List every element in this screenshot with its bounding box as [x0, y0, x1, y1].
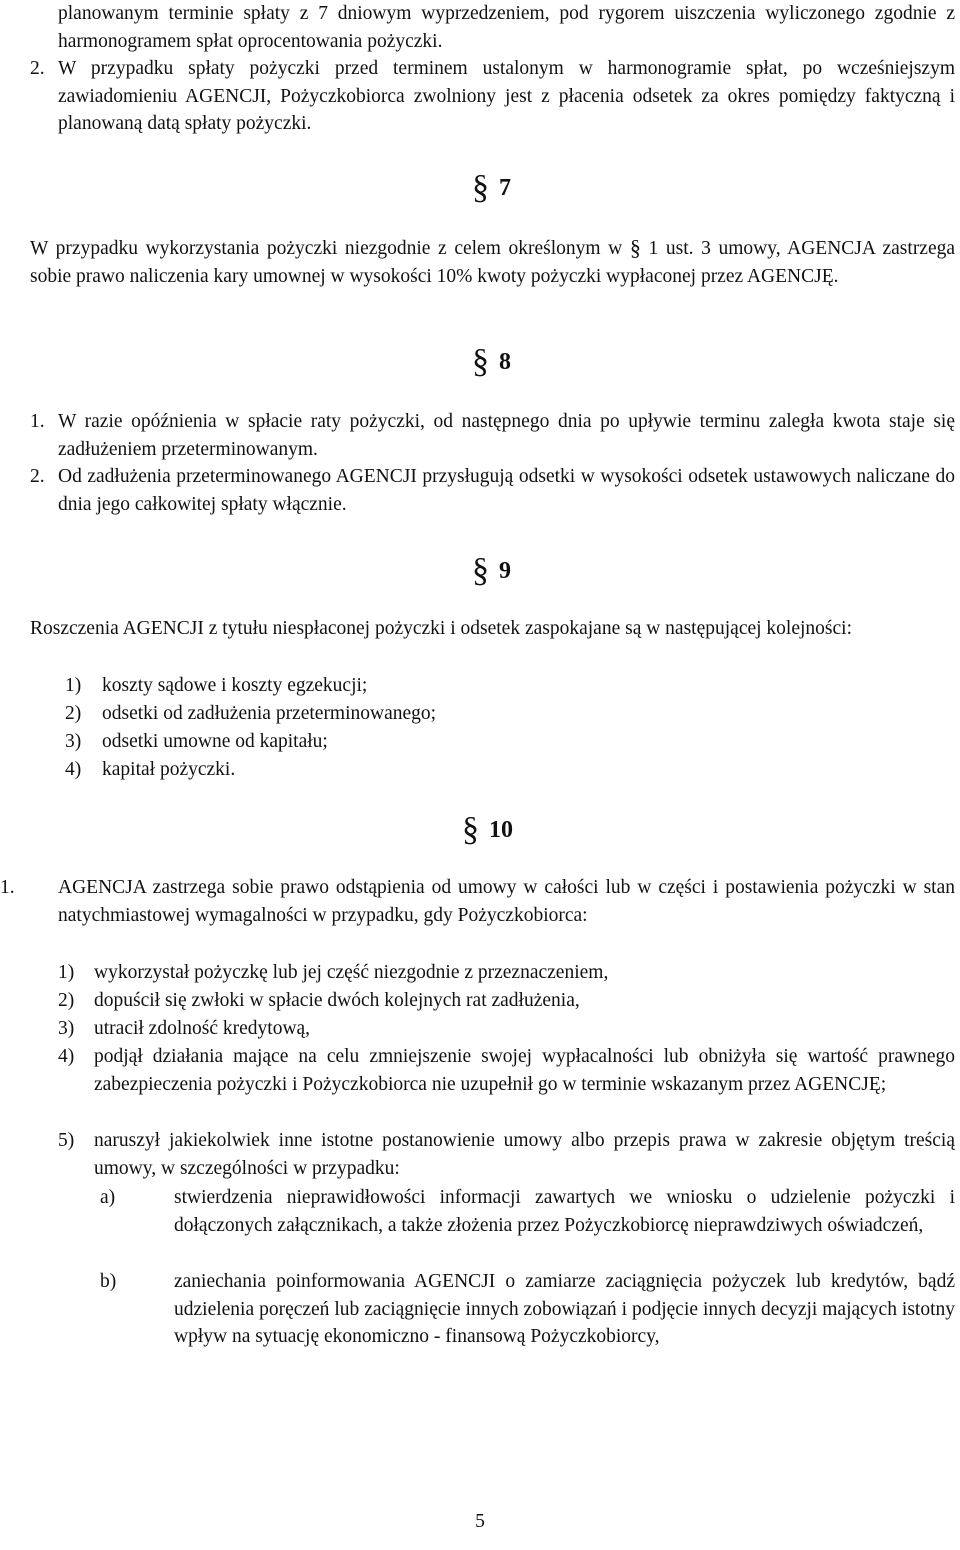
item-number: 1) [58, 962, 75, 983]
item-number: 2. [30, 58, 45, 79]
section-heading-10 [462, 811, 513, 848]
paragraph-text: W przypadku wykorzystania pożyczki niezgodnie z celem określonym w [30, 238, 623, 259]
item-text: dopuścił się zwłoki w spłacie dwóch kolejnych rat zadłużenia, [94, 990, 580, 1011]
item-number: 1) [65, 675, 82, 696]
list-item [0, 728, 960, 756]
list-item [0, 756, 960, 784]
item-text: Od zadłużenia przeterminowanego AGENCJI przysługują odsetki w wysokości odsetek ustawowych naliczane do dnia jego całkowitej spłaty włącznie. [58, 466, 955, 515]
paragraph-continuation: planowanym terminie spłaty z 7 dniowym wyprzedzeniem, pod rygorem uiszczenia wyliczonego zgodnie z harmonogramem spłat oprocentowania pożyczki. [58, 3, 955, 52]
list-item [0, 672, 960, 700]
item-number: 2) [65, 703, 82, 724]
section-number: 9 [499, 558, 511, 584]
section-sign-icon: § [462, 811, 479, 848]
item-letter: b) [100, 1271, 117, 1292]
section-heading-8 [472, 343, 511, 380]
section-sign-icon: § [472, 552, 489, 589]
item-number: 4) [65, 759, 82, 780]
section-7-paragraph [30, 234, 955, 290]
section-number: 10 [489, 817, 513, 843]
item-text: AGENCJA zastrzega sobie prawo odstąpienia od umowy w całości lub w części i postawienia pożyczki w stan natychmiastowej wymagalności w przypadku, gdy Pożyczkobiorca: [58, 877, 955, 926]
section-sign-icon: § [629, 235, 641, 260]
list-item [0, 700, 960, 728]
item-text: W razie opóźnienia w spłacie raty pożyczki, od następnego dnia po upływie terminu zaległa kwota staje się zadłużeniem przeterminowanym. [58, 411, 955, 460]
section-9-intro: Roszczenia AGENCJI z tytułu niespłaconej pożyczki i odsetek zaspokajane są w następującej kolejności: [30, 618, 852, 639]
item-text: podjął działania mające na celu zmniejszenie swojej wypłacalności lub obniżyła się wartość prawnego zabezpieczenia pożyczki i Pożyczkobiorca nie uzupełnił go w terminie wskazanym przez AGENCJĘ; [94, 1046, 955, 1095]
section-number: 8 [499, 349, 511, 375]
list-item [0, 1127, 960, 1183]
item-text: wykorzystał pożyczkę lub jej część niezgodnie z przeznaczeniem, [94, 962, 609, 983]
item-number: 5) [58, 1130, 75, 1151]
item-number: 1. [30, 411, 45, 432]
sub-list-item [0, 1268, 960, 1380]
list-item [0, 463, 960, 519]
item-number: 1. [0, 877, 15, 898]
list-item [0, 1043, 960, 1127]
item-text: stwierdzenia nieprawidłowości informacji zawartych we wniosku o udzielenie pożyczki i dołączonych załącznikach, a także złożenia przez Pożyczkobiorcę nieprawdziwych oświadczeń, [174, 1187, 955, 1236]
item-letter: a) [100, 1187, 116, 1208]
section-heading-9 [472, 552, 511, 589]
section-10-paragraph-1 [0, 874, 960, 958]
item-number: 3) [58, 1018, 75, 1039]
item-text: odsetki umowne od kapitału; [102, 731, 328, 752]
item-text: utracił zdolność kredytową, [94, 1018, 311, 1039]
item-text: W przypadku spłaty pożyczki przed terminem ustalonym w harmonogramie spłat, po wcześniejszym zawiadomieniu AGENCJI, Pożyczkobiorca zwolniony jest z płacenia odsetek za okres pomiędzy faktyczną i planowaną datą spłaty pożyczki. [58, 58, 955, 134]
item-text: odsetki od zadłużenia przeterminowanego; [102, 703, 437, 724]
paragraph-text: 1 ust. 3 umowy, AGENCJA zastrzega sobie prawo naliczenia kary umownej w wysokości 10% kwoty pożyczki wypłaconej przez AGENCJĘ. [30, 238, 956, 287]
section-sign-icon: § [472, 343, 489, 380]
item-text: koszty sądowe i koszty egzekucji; [102, 675, 368, 696]
item-number: 4) [58, 1046, 75, 1067]
list-item [0, 408, 960, 464]
page-number: 5 [475, 1511, 485, 1532]
sub-list-item [0, 1184, 960, 1268]
item-text: kapitał pożyczki. [102, 759, 236, 780]
item-text: naruszył jakiekolwiek inne istotne postanowienie umowy albo przepis prawa w zakresie objętym treścią umowy, w szczególności w przypadku: [94, 1130, 955, 1179]
intro-item-2 [0, 55, 960, 165]
item-number: 3) [65, 731, 82, 752]
section-heading-7 [472, 169, 511, 206]
item-number: 2) [58, 990, 75, 1011]
section-sign-icon: § [472, 169, 489, 206]
item-text: zaniechania poinformowania AGENCJI o zamiarze zaciągnięcia pożyczek lub kredytów, bądź udzielenia poręczeń lub zaciągnięcie innych zobowiązań i podjęcie innych decyzji mających istotny wpływ na sytuację ekonomiczno - finansową Pożyczkobiorcy, [174, 1271, 955, 1347]
item-number: 2. [30, 466, 45, 487]
section-number: 7 [499, 175, 511, 201]
list-item [0, 987, 960, 1015]
list-item [0, 1015, 960, 1043]
list-item [0, 959, 960, 987]
